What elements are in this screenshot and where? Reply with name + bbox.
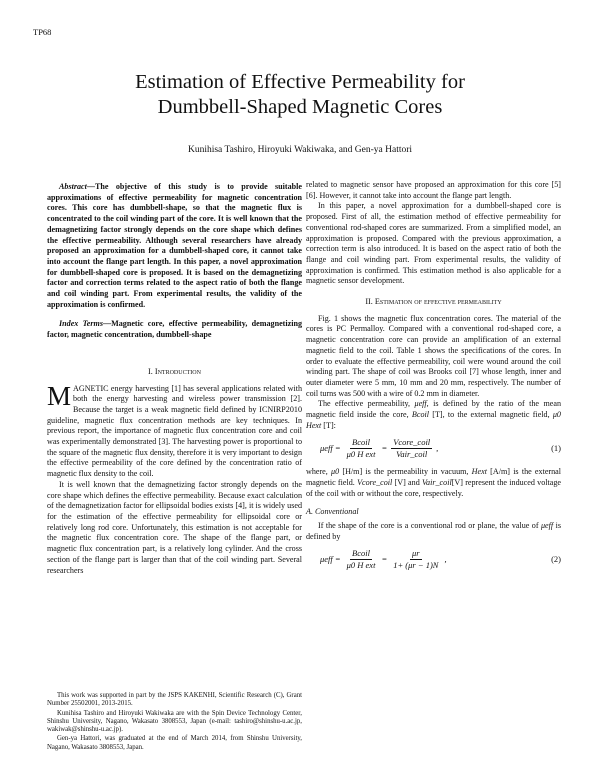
equation-1-number: (1) <box>551 443 561 454</box>
intro-paragraph-2: It is well known that the demagnetizing factor strongly depends on the core shape which defines the effective permeability. Because exact calculation of the demagnetization factor for ellipsoidal bodies exists [4], it is widely used for the estimation of the effective permeability for ellipsoidal core or relatively long rod core. Unfortunately, this estimation is not acceptable for the magnetic flux concentration core. The shape of the flange part, or magnetic flux concentration part, is a relatively long cylinder. And the cross section of the flange part is larger than that of the coil winding part. Several researchers <box>47 479 302 575</box>
drop-cap: M <box>47 380 72 411</box>
author-list: Kunihisa Tashiro, Hiroyuki Wakiwaka, and Gen-ya Hattori <box>187 145 413 155</box>
right-paragraph-1: related to magnetic sensor have proposed an approximation for this core [5][6]. However, it cannot take into account the flange part length. <box>306 180 561 200</box>
estimation-paragraph-2: The effective permeability, μeff, is defined by the ratio of the mean magnetic field inside the core, Bcoil [T], to the external magnetic field, μ0 Hext [T]: <box>306 399 561 430</box>
abstract <box>47 182 302 310</box>
title-line-1: Estimation of Effective Permeability for <box>135 71 465 93</box>
conventional-paragraph: If the shape of the core is a conventional rod or plane, the value of μeff is defined by <box>306 521 561 541</box>
section-heading-introduction: I. Introduction <box>148 366 201 376</box>
footnote-funding: This work was supported in part by the JSPS KAKENHI, Scientific Research (C), Grant Number 25502001, 2013-2015. <box>47 692 302 708</box>
index-terms-label: Index Terms <box>59 319 103 329</box>
footnotes <box>47 692 302 753</box>
equation-2-number: (2) <box>551 554 561 565</box>
left-column <box>47 182 302 576</box>
index-terms <box>47 319 302 340</box>
abstract-label: Abstract <box>59 182 87 191</box>
right-paragraph-2: In this paper, a novel approximation for a dumbbell-shaped core is proposed. First of all, the estimation method of effective permeability for conventional rod-shaped cores are summarized. From a simplified model, an approximation is proposed. Compared with the previous approximation, a correction term is also introduced. It is based on the aspect ratio of both the flange and coil winding part. From experimental results, the validity of approximation is confirmed. This estimation method is also applicable for a magnetic sensor development. <box>306 201 561 286</box>
title-line-2: Dumbbell-Shaped Magnetic Cores <box>157 96 443 118</box>
estimation-paragraph-1: Fig. 1 shows the magnetic flux concentration cores. The material of the cores is PC Permalloy. Compared with a conventional rod-shaped core, a magnetic concentration core can provide an amplification of an external magnetic field to the coil. Table 1 shows the specifications of the cores. In order to evaluate the effective permeability, coil were wound around the coil winding part. The shape of coil was Brooks coil [7] whose length, inner and outer diameter were 5 mm, 10 mm and 20 mm, respectively. The number of coil turns was 500 with a wire of 0.2 mm in diameter. <box>306 313 561 398</box>
index-terms-text: —Magnetic core, effective permeability, demagnetizing factor, magnetic concentration, dumbbell-shape <box>47 319 302 340</box>
footnote-affiliation: Kunihisa Tashiro and Hiroyuki Wakiwaka are with the Spin Device Technology Center, Shinshu University, Nagano, Wakasato 3808553, Japan (e-mail: tashiro@shinshu-u.ac.jp, wakiwak@shinshu-u.ac.jp). <box>47 709 302 734</box>
intro-paragraph-1: MAGNETIC energy harvesting [1] has several applications related with both the energy harvesting and wireless power transmission [2]. Because the target is a weak magnetic field defined by ICNIRP2010 guideline, magnetic flux concentration methods are key techniques. In previous report, the importance of magnetic flux concentration core and coil was experimentally demonstrated [3]. The harvesting power is proportional to the square of the magnetic flux density, therefore it is very important to design the effective permeability of the core defined by the concentration ratio of magnetic flux density to the coil. <box>47 380 302 479</box>
estimation-paragraph-3: where, μ0 [H/m] is the permeability in vacuum, Hext [A/m] is the external magnetic field. Vcore_coil [V] and Vair_coil[V] represent the induced voltage of the coil with or without the core, respectively. <box>306 467 561 498</box>
subsection-heading-conventional: A. Conventional <box>306 506 359 516</box>
paper-title <box>60 70 540 120</box>
footnote-graduation: Gen-ya Hattori, was graduated at the end of March 2014, from Shinshu University, Nagano, Wakasato 3808553, Japan. <box>47 735 302 751</box>
equation-2: μeff = $\frac{\text{Bcoil}}{\text{μ0 H ext}}$ = $\frac{\mu r}{1+ (\mu r - 1)N}$ , (2) <box>320 548 561 571</box>
equation-1: μeff = $\frac{\text{Bcoil}}{\text{μ0 H ext}}$ = $\frac{\text{Vcore\_coil}}{\text{Vair\_coil}}$ , (1) <box>320 437 561 459</box>
paper-tag: TP68 <box>33 27 52 37</box>
abstract-text: —The objective of this study is to provide suitable approximations of effective permeability for magnetic concentration cores. This core has dumbbell-shape, so that the magnetic flux is concentrated to the coil winding part of the core. It is well known that the demagnetizing factor strongly depends on the core shape which defines the effective permeability. Although several researchers have already proposed an approximation for a dumbbell-shaped core, it cannot take into account the flange part length. In this paper, a novel approximation for dumbbell-shaped core is proposed. It is based on the demagnetizing factor and correction terms related to the aspect ratio of both the flange and coil winding part. From experimental results, the validity of the approximation is confirmed. <box>47 182 302 309</box>
right-column <box>306 180 561 579</box>
section-heading-estimation: II. Estimation of effective permeability <box>365 297 502 307</box>
